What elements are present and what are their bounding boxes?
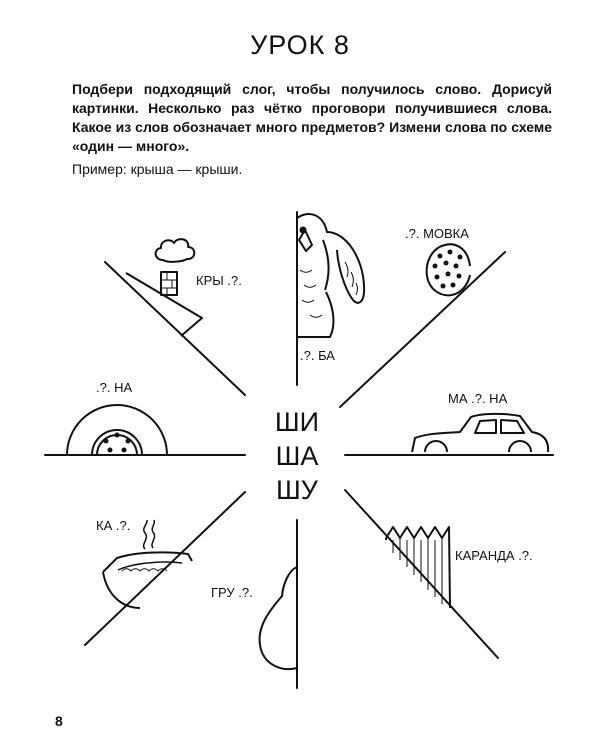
smoke-cloud-icon	[156, 239, 195, 262]
word-car-label: МА .?. НА	[448, 391, 508, 406]
porridge-drawing	[103, 520, 192, 608]
car-window-front	[475, 420, 496, 433]
steam-icon	[144, 520, 155, 549]
rowan-berries-icon	[433, 250, 463, 289]
tire-drawing	[67, 405, 167, 455]
word-owl-label: .?. БА	[300, 348, 335, 363]
word-rowan-label: .?. МОВКА	[405, 226, 469, 241]
task-instructions: Подбери подходящий слог, чтобы получилось слово. Дорисуй картинки. Несколько раз чётко проговори получившиеся слова. Какое из слов обозначает много предметов? Измени слова по схеме «один — много».	[72, 81, 552, 154]
word-pear-label: ГРУ .?.	[211, 585, 253, 600]
car-wheel-front-icon	[425, 441, 447, 452]
rowan-drawing	[427, 244, 470, 295]
spoke-porridge	[85, 492, 245, 645]
word-roof-label: КРЫ .?.	[196, 273, 242, 288]
owl-drawing	[297, 214, 364, 337]
example-text: Пример: крыша — крыши.	[72, 161, 243, 177]
spoke-rowan	[340, 252, 505, 407]
syllable-sha: ША	[275, 441, 319, 471]
car-wheel-rear-icon	[509, 441, 531, 452]
wheel-bolts-icon	[104, 433, 131, 453]
syllable-shi: ШИ	[274, 407, 320, 437]
syllable-shu: ШУ	[276, 475, 318, 505]
chimney-icon	[161, 272, 177, 295]
page-number: 8	[55, 713, 63, 729]
word-tire-label: .?. НА	[96, 380, 133, 395]
page-title: УРОК 8	[250, 30, 350, 60]
word-pencils-label: КАРАНДА .?.	[455, 548, 533, 563]
pear-drawing	[260, 567, 297, 669]
roof-drawing	[126, 239, 202, 336]
car-window-rear	[501, 420, 524, 433]
owl-beak-icon	[299, 230, 312, 251]
word-porridge-label: КА .?.	[96, 518, 131, 533]
car-drawing	[412, 414, 548, 452]
